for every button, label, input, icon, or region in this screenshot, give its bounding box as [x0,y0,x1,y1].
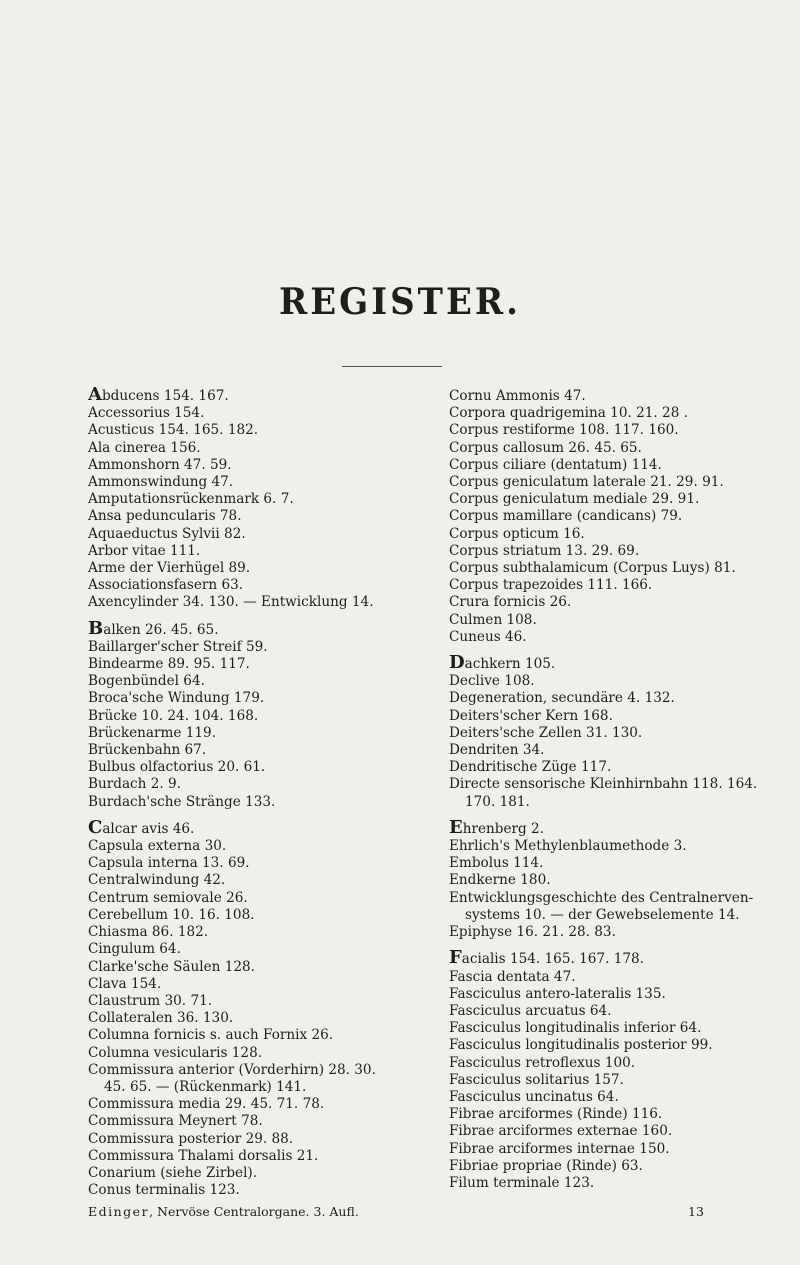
index-entry [88,673,433,690]
section-initial: E [449,816,463,838]
index-column-right [449,388,779,1192]
index-entry-text: Cornu Ammonis 47. [449,388,586,404]
index-entry [449,776,779,793]
index-entry-text: Clava 154. [88,975,162,992]
index-entry [449,855,779,872]
index-entry-text: Bindearme 89. 95. 117. [88,656,250,673]
index-entry [88,855,433,872]
index-entry [88,890,433,907]
section-initial: F [449,947,462,969]
index-entry-text: Conarium (siehe Zirbel). [88,1164,258,1181]
index-entry-text: Chiasma 86. 182. [88,924,209,941]
index-entry-text: Declive 108. [449,673,535,690]
index-entry [88,816,433,838]
index-entry-text: bducens 154. 167. [101,388,229,404]
section-gap [88,811,433,821]
index-entry [88,759,433,776]
index-entry [88,405,433,422]
index-entry-text: Ammonshorn 47. 59. [88,456,232,473]
index-entry [88,941,433,958]
index-entry [88,440,433,457]
index-entry-text: Fasciculus solitarius 157. [449,1071,624,1088]
index-entry [88,1027,433,1044]
index-entry [88,656,433,673]
index-entry [449,838,779,855]
index-entry [88,725,433,742]
index-entry-text: Capsula externa 30. [88,838,227,855]
index-entry-text: Fasciculus longitudinalis posterior 99. [449,1037,713,1054]
index-entry [88,491,433,508]
index-entry-continuation [88,1079,433,1096]
index-entry [449,612,779,629]
index-entry-continuation [449,907,779,924]
index-entry [449,422,779,439]
index-entry-text: acialis 154. 165. 167. 178. [461,951,644,968]
index-entry-text: Cerebellum 10. 16. 108. [88,906,255,923]
index-entry-text: Arme der Vierhügel 89. [88,560,251,577]
index-entry-text: Fibrae arciformes (Rinde) 116. [449,1106,663,1123]
index-entry [88,508,433,525]
index-entry-text: Ansa peduncularis 78. [88,508,242,525]
index-entry-text: Capsula interna 13. 69. [88,855,250,872]
index-entry [88,959,433,976]
index-entry-text: Fibrae arciformes internae 150. [449,1140,670,1157]
index-entry [449,1106,779,1123]
index-entry [449,1141,779,1158]
index-entry [88,993,433,1010]
index-entry-text: Ehrlich's Methylenblaumethode 3. [449,838,687,855]
index-entry-text: Burdach'sche Stränge 133. [88,793,276,810]
index-entry-text: Fasciculus longitudinalis inferior 64. [449,1020,702,1037]
index-entry-text: Corpus opticum 16. [449,525,585,542]
index-entry [88,474,433,491]
index-entry-text: Accessorius 154. [88,405,205,422]
index-entry [88,1062,433,1079]
index-entry-text: Ala cinerea 156. [88,439,201,456]
section-initial: C [88,816,103,838]
index-entry-text: Fascia dentata 47. [449,968,576,985]
index-entry-text: Cingulum 64. [88,941,181,958]
index-entry-text: Centralwindung 42. [88,872,226,889]
index-entry [449,543,779,560]
title-rule [342,366,442,367]
index-entry-text: Corpora quadrigemina 10. 21. 28 . [449,405,688,422]
section-gap [449,646,779,656]
index-entry [449,629,779,646]
index-entry [449,1158,779,1175]
index-entry-text: Fasciculus uncinatus 64. [449,1088,619,1105]
footer-citation: , Nervöse Centralorgane. 3. Aufl. [149,1204,359,1219]
index-entry-text: Claustrum 30. 71. [88,992,213,1009]
index-entry [88,543,433,560]
index-entry [449,986,779,1003]
index-entry-text: Embolus 114. [449,855,544,872]
index-entry [88,924,433,941]
index-entry-text: Corpus subthalamicum (Corpus Luys) 81. [449,560,736,577]
index-entry [88,1182,433,1199]
index-entry-text: Brückenbahn 67. [88,742,207,759]
index-entry [449,690,779,707]
index-entry-text: Amputationsrückenmark 6. 7. [88,491,294,508]
index-entry-text: Cuneus 46. [449,628,527,645]
index-entry-text: Associationsfasern 63. [88,577,244,594]
index-entry-text: Conus terminalis 123. [88,1182,240,1199]
index-entry-text: Epiphyse 16. 21. 28. 83. [449,924,616,941]
index-entry-text: Corpus geniculatum laterale 21. 29. 91. [449,474,724,491]
index-entry-text: Broca'sche Windung 179. [88,690,265,707]
index-entry [449,759,779,776]
index-entry [88,708,433,725]
index-entry [449,1123,779,1140]
index-entry [88,639,433,656]
section-gap [449,811,779,821]
index-entry [449,1072,779,1089]
index-entry [449,1055,779,1072]
index-entry [88,577,433,594]
index-entry-text: Bogenbündel 64. [88,673,205,690]
index-entry-text: Burdach 2. 9. [88,776,181,793]
index-entry-text: Brückenarme 119. [88,724,217,741]
index-entry [88,1045,433,1062]
index-entry [88,594,433,611]
index-entry-text: Commissura Thalami dorsalis 21. [88,1147,319,1164]
index-entry [88,1148,433,1165]
index-entry-text: Commissura Meynert 78. [88,1113,263,1130]
index-entry [449,594,779,611]
index-entry-text: Brücke 10. 24. 104. 168. [88,707,259,724]
index-entry-text: Directe sensorische Kleinhirnbahn 118. 164. [449,776,758,793]
index-entry-text: Corpus ciliare (dentatum) 114. [449,456,662,473]
index-entry-text: Degeneration, secundäre 4. 132. [449,690,675,707]
index-entry-text: Axencylinder 34. 130. — Entwicklung 14. [88,594,374,611]
section-initial: B [88,617,104,639]
index-entry [449,457,779,474]
index-entry [449,405,779,422]
index-entry-text: Corpus trapezoides 111. 166. [449,577,653,594]
section-initial: A [88,384,102,405]
index-entry-text: Corpus callosum 26. 45. 65. [449,439,642,456]
index-entry-text: Columna fornicis s. auch Fornix 26. [88,1027,334,1044]
index-entry [449,388,779,405]
index-entry [88,907,433,924]
index-entry [88,384,433,405]
index-entry [88,776,433,793]
index-entry [88,1096,433,1113]
index-entry-text: Columna vesicularis 128. [88,1044,263,1061]
section-gap [88,612,433,622]
index-entry [449,872,779,889]
index-entry-text: Fasciculus antero-lateralis 135. [449,985,666,1002]
index-entry [449,816,779,838]
index-entry [88,742,433,759]
index-entry [88,560,433,577]
index-entry [449,474,779,491]
index-entry [449,1175,779,1192]
index-entry [88,422,433,439]
index-entry-text: Corpus mamillare (candicans) 79. [449,508,683,525]
index-entry-text: alken 26. 45. 65. [103,621,219,638]
index-entry [449,491,779,508]
index-entry [449,890,779,907]
index-entry-text: Ammonswindung 47. [88,474,234,491]
index-entry-text: Endkerne 180. [449,872,551,889]
index-entry [88,872,433,889]
index-entry-text: Corpus restiforme 108. 117. 160. [449,422,679,439]
index-entry [449,742,779,759]
index-entry-text: Corpus geniculatum mediale 29. 91. [449,491,700,508]
page-number: 13 [688,1204,704,1219]
index-entry [88,794,433,811]
index-entry-text: Dendriten 34. [449,742,545,759]
index-entry [88,617,433,639]
section-gap [449,941,779,951]
index-entry-text: achkern 105. [464,656,556,673]
index-entry-text: Culmen 108. [449,611,537,628]
index-entry-text: Baillarger'scher Streif 59. [88,638,268,655]
page-title: REGISTER. [279,280,521,324]
index-entry [88,526,433,543]
index-entry-text: Deiters'scher Kern 168. [449,707,613,724]
index-entry [88,1131,433,1148]
index-entry [449,947,779,969]
index-entry-text: systems 10. — der Gewebselemente 14. [465,906,740,923]
index-entry-text: Crura fornicis 26. [449,594,572,611]
index-entry [88,1010,433,1027]
index-entry [449,440,779,457]
index-entry [449,1037,779,1054]
index-entry [88,690,433,707]
index-entry-text: Commissura posterior 29. 88. [88,1130,294,1147]
index-entry [449,1020,779,1037]
index-entry-text: Arbor vitae 111. [88,542,201,559]
index-entry-text: hrenberg 2. [462,820,545,837]
index-entry [449,708,779,725]
index-entry [449,652,779,674]
index-entry-text: alcar avis 46. [102,820,195,837]
index-entry-text: Collateralen 36. 130. [88,1010,234,1027]
index-entry-text: Dendritische Züge 117. [449,759,612,776]
index-entry-text: 45. 65. — (Rückenmark) 141. [104,1078,307,1095]
index-entry-text: Centrum semiovale 26. [88,889,248,906]
page-footer [88,1204,778,1219]
index-entry-text: Deiters'sche Zellen 31. 130. [449,724,643,741]
index-entry [449,924,779,941]
index-entry [449,673,779,690]
index-entry-text: Fibrae arciformes externae 160. [449,1123,673,1140]
index-entry [449,560,779,577]
index-entry [449,1089,779,1106]
index-entry-text: 170. 181. [465,793,530,810]
index-entry [88,838,433,855]
index-entry-text: Acusticus 154. 165. 182. [88,422,259,439]
index-entry-text: Commissura media 29. 45. 71. 78. [88,1096,325,1113]
index-entry-text: Fibriae propriae (Rinde) 63. [449,1157,643,1174]
index-entry-text: Fasciculus arcuatus 64. [449,1002,612,1019]
index-entry [449,577,779,594]
footer-author: Edinger [88,1204,150,1219]
index-entry-text: Fasciculus retroflexus 100. [449,1054,636,1071]
index-entry [88,1113,433,1130]
index-entry-text: Corpus striatum 13. 29. 69. [449,542,640,559]
index-entry [88,1165,433,1182]
index-entry-text: Commissura anterior (Vorderhirn) 28. 30. [88,1061,376,1078]
index-entry [449,969,779,986]
section-initial: D [449,652,465,674]
index-entry-text: Bulbus olfactorius 20. 61. [88,759,266,776]
index-entry-continuation [449,794,779,811]
index-entry [449,1003,779,1020]
index-entry [449,508,779,525]
index-entry-text: Entwicklungsgeschichte des Centralnerven- [449,889,754,906]
index-entry-text: Filum terminale 123. [449,1174,595,1191]
index-column-left [88,384,433,1199]
index-entry [449,725,779,742]
index-entry [88,976,433,993]
index-entry [449,526,779,543]
index-entry [88,457,433,474]
index-entry-text: Clarke'sche Säulen 128. [88,958,255,975]
index-entry-text: Aquaeductus Sylvii 82. [88,525,246,542]
